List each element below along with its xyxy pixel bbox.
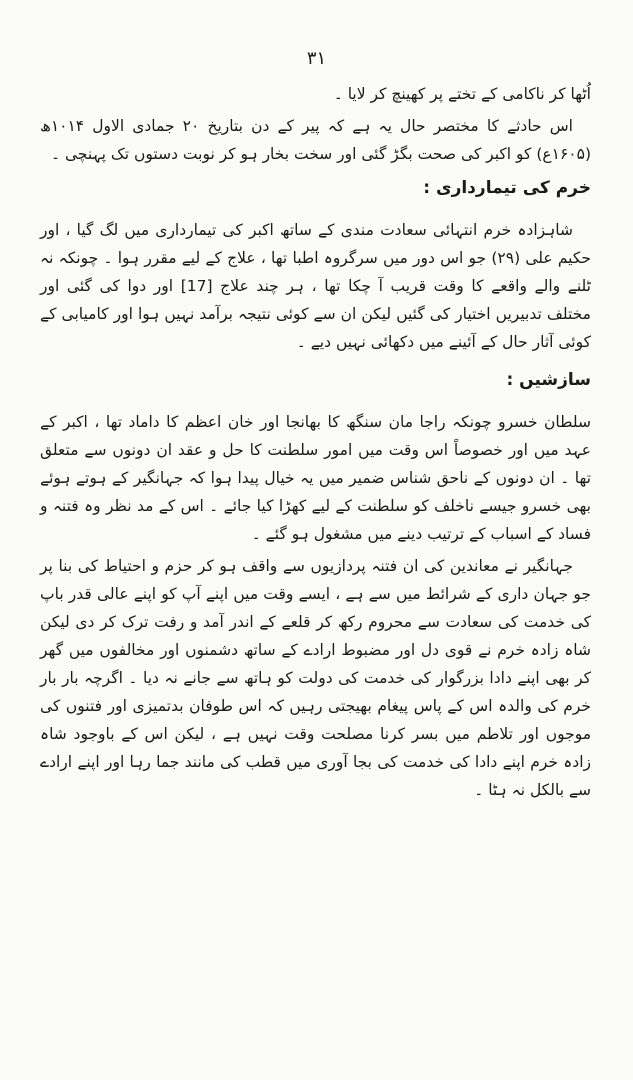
- heading-conspiracies: سازشیں :: [506, 370, 591, 390]
- page-number: ۳۱: [306, 48, 327, 69]
- heading-khurram-care: خرم کی تیمارداری :: [423, 178, 591, 198]
- paragraph-5: جہانگیر نے معاندین کی ان فتنہ پردازیوں سے واقف ہو کر حزم و احتیاط کی بنا پر جو جہان داری کے شرائط میں سے ہے ، ایسے وقت میں اپنے آپ کو اپنے عالی قدر باپ کی خدمت کی سعادت سے محروم رکھ کر قلعے کے اندر آمد و رفت ترک کر دی لیکن شاہ زادہ خرم نے قوی دل اور مضبوط ارادے کے ساتھ دشمنوں اور مخالفوں میں گھر کر بھی اپنے دادا بزرگوار کی خدمت کی دولت کو ہاتھ سے جانے نہ دیا ۔ اگرچہ بار بار خرم کی والدہ اس کے پاس پیغام بھیجتی رہیں کہ اس طوفان بدتمیزی اور فتنوں کی موجوں اور تلاطم میں بسر کرنا مصلحت وقت نہیں ہے ، لیکن اس کے باوجود شاہ زادہ خرم اپنے دادا کی خدمت کی بجا آوری میں قطب کی مانند جما رہا اور اپنے ارادے سے بالکل نہ ہٹا ۔: [40, 557, 591, 799]
- paragraph-2: اس حادثے کا مختصر حال یہ ہے کہ پیر کے دن بتاریخ ۲۰ جمادی الاول ۱۰۱۴ھ (۱۶۰۵ع) کو اکبر کی صحت بگڑ گئی اور سخت بخار ہو کر نوبت دستوں تک پہنچی ۔: [40, 117, 591, 163]
- paragraph-4: سلطان خسرو چونکہ راجا مان سنگھ کا بھانجا اور خان اعظم کا داماد تھا ، اکبر کے عہد میں اور خصوصاً اس وقت میں امور سلطنت کا حل و عقد ان دونوں سے متعلق تھا ۔ ان دونوں کے ناحق شناس ضمیر میں یہ خیال پیدا ہوا کہ جہانگیر کے ہوتے ہوئے بھی خسرو جیسے ناخلف کو سلطنت کے لیے کھڑا کیا جائے ۔ اس کے مد نظر وہ فتنہ و فساد کے اسباب کے ترتیب دینے میں مشغول ہو گئے ۔: [40, 413, 591, 543]
- paragraph-1: اُٹھا کر ناکامی کے تختے پر کھینچ کر لایا ۔: [333, 85, 591, 103]
- paragraph-3: شاہزادہ خرم انتہائی سعادت مندی کے ساتھ اکبر کی تیمارداری میں لگ گیا ، اور حکیم علی (۲۹) جو اس دور میں سرگروہ اطبا تھا ، علاج کے لیے مقرر ہوا ۔ چونکہ نہ ٹلنے والے واقعے کا وقت قریب آ چکا تھا ، ہر چند علاج [17] اور دوا کی گئی اور مختلف تدبیریں اختیار کی گئیں لیکن ان سے کوئی نتیجہ برآمد نہیں ہوا اور کامیابی کے کوئی آثار حال کے آئینے میں دکھائی نہیں دیے ۔: [40, 221, 591, 351]
- page-body: [40, 80, 591, 808]
